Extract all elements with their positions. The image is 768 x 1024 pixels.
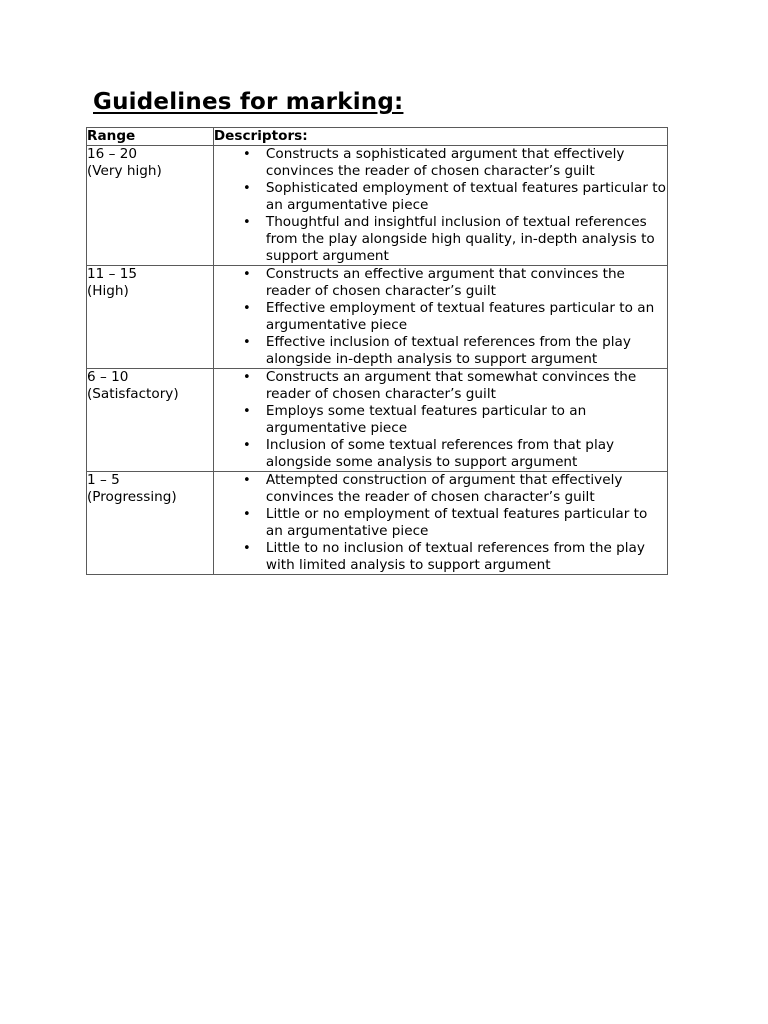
descriptor-text: Effective employment of textual features particular to an argumentative piece [265, 300, 655, 333]
descriptors-cell [213, 472, 667, 575]
table-row [87, 146, 668, 266]
bullet-icon: • [243, 267, 251, 282]
descriptor-text: Constructs an effective argument that convinces the reader of chosen character’s guilt [265, 266, 625, 299]
range-column-header: Range [87, 128, 214, 146]
descriptors-cell [213, 369, 667, 472]
descriptor-item [214, 334, 667, 368]
achievement-level: (High) [87, 283, 129, 299]
bullet-icon: • [243, 473, 251, 488]
bullet-icon: • [243, 541, 251, 556]
descriptor-text: Employs some textual features particular to an argumentative piece [265, 403, 587, 436]
table-header-row [87, 128, 668, 146]
descriptor-item [214, 403, 667, 437]
marking-guidelines-table [86, 127, 668, 575]
bullet-icon: • [243, 507, 251, 522]
table-row [87, 472, 668, 575]
descriptor-text: Constructs a sophisticated argument that effectively convinces the reader of chosen character’s guilt [265, 146, 625, 179]
descriptor-list [214, 369, 667, 471]
descriptor-list [214, 146, 667, 265]
descriptor-text: Inclusion of some textual references from that play alongside some analysis to support argument [265, 437, 615, 470]
descriptor-list [214, 472, 667, 574]
descriptor-item [214, 437, 667, 471]
descriptor-item [214, 540, 667, 574]
range-cell [87, 146, 214, 266]
descriptor-text: Little or no employment of textual features particular to an argumentative piece [265, 506, 648, 539]
page-title: Guidelines for marking: [93, 89, 404, 115]
achievement-level: (Very high) [87, 163, 162, 179]
bullet-icon: • [243, 404, 251, 419]
bullet-icon: • [243, 181, 251, 196]
descriptor-item [214, 506, 667, 540]
descriptor-text: Thoughtful and insightful inclusion of textual references from the play alongside high quality, in-depth analysis to support argument [265, 214, 655, 264]
descriptor-item [214, 300, 667, 334]
descriptor-item [214, 180, 667, 214]
bullet-icon: • [243, 301, 251, 316]
score-range: 11 – 15 [87, 266, 138, 282]
achievement-level: (Satisfactory) [87, 386, 179, 402]
score-range: 6 – 10 [87, 369, 129, 385]
descriptors-cell [213, 266, 667, 369]
bullet-icon: • [243, 335, 251, 350]
descriptor-text: Effective inclusion of textual references from the play alongside in-depth analysis to support argument [265, 334, 631, 367]
descriptor-list [214, 266, 667, 368]
descriptor-text: Attempted construction of argument that effectively convinces the reader of chosen character’s guilt [265, 472, 623, 505]
range-cell [87, 472, 214, 575]
descriptor-item [214, 146, 667, 180]
bullet-icon: • [243, 147, 251, 162]
table-row [87, 266, 668, 369]
achievement-level: (Progressing) [87, 489, 177, 505]
bullet-icon: • [243, 438, 251, 453]
descriptor-text: Little to no inclusion of textual references from the play with limited analysis to support argument [265, 540, 645, 573]
descriptor-item [214, 266, 667, 300]
score-range: 1 – 5 [87, 472, 120, 488]
table-row [87, 369, 668, 472]
descriptor-text: Constructs an argument that somewhat convinces the reader of chosen character’s guilt [265, 369, 637, 402]
bullet-icon: • [243, 215, 251, 230]
score-range: 16 – 20 [87, 146, 138, 162]
descriptor-text: Sophisticated employment of textual features particular to an argumentative piece [265, 180, 666, 213]
range-cell [87, 369, 214, 472]
descriptor-item [214, 214, 667, 265]
descriptor-item [214, 369, 667, 403]
range-cell [87, 266, 214, 369]
descriptors-cell [213, 146, 667, 266]
descriptor-item [214, 472, 667, 506]
descriptors-column-header: Descriptors: [213, 128, 667, 146]
bullet-icon: • [243, 370, 251, 385]
